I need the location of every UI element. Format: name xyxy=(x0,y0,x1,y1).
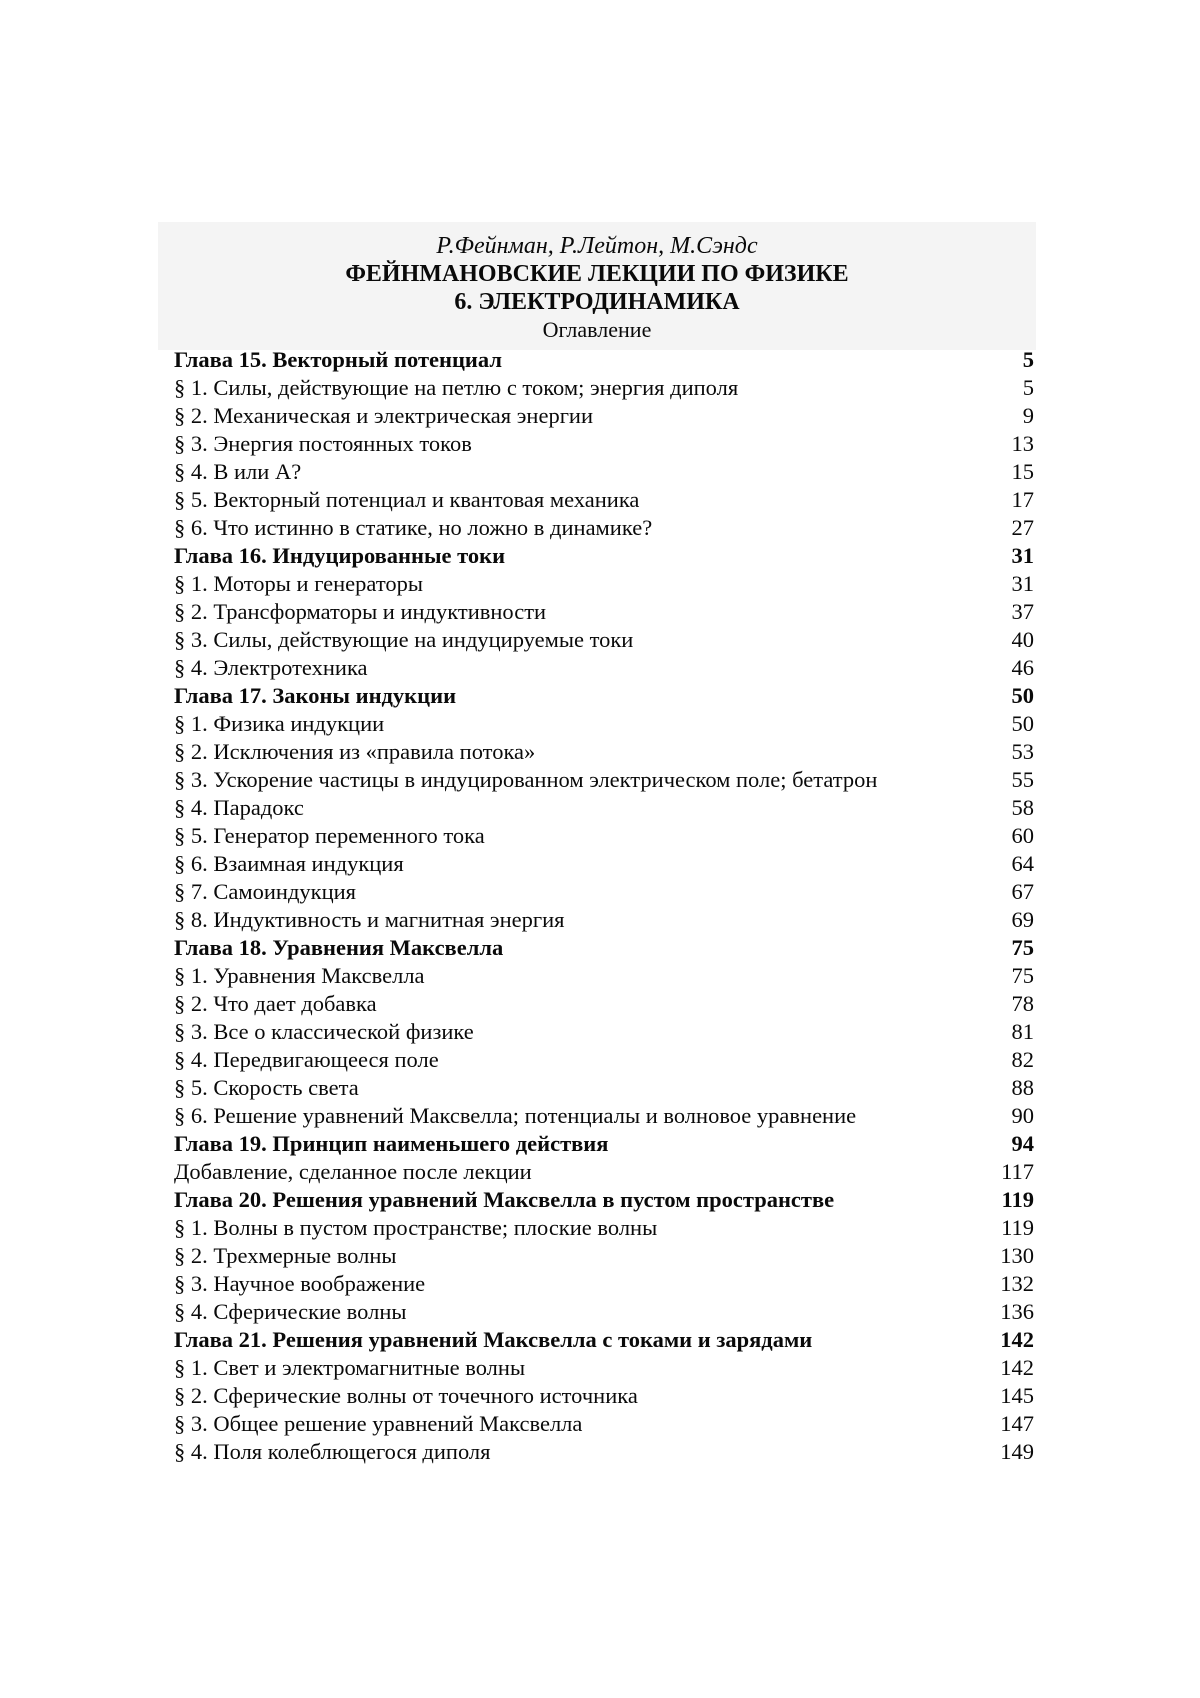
toc-section-entry xyxy=(174,794,1034,822)
toc-entry-title: § 4. Сферические волны xyxy=(174,1299,407,1324)
toc-entry-page-number: 46 xyxy=(1011,655,1034,680)
toc-section-entry xyxy=(174,654,1034,682)
toc-section-entry xyxy=(174,878,1034,906)
toc-entry-title: § 6. Взаимная индукция xyxy=(174,851,404,876)
toc-section-entry xyxy=(174,626,1034,654)
book-title: ФЕЙНМАНОВСКИЕ ЛЕКЦИИ ПО ФИЗИКЕ xyxy=(345,261,849,287)
toc-section-entry xyxy=(174,570,1034,598)
toc-section-entry xyxy=(174,1410,1034,1438)
toc-entry-title: § 3. Общее решение уравнений Максвелла xyxy=(174,1411,583,1436)
toc-entry-title: § 3. Энергия постоянных токов xyxy=(174,431,472,456)
toc-section-entry xyxy=(174,486,1034,514)
toc-section-entry xyxy=(174,1214,1034,1242)
toc-entry-page-number: 15 xyxy=(1011,459,1034,484)
toc-entry-title: § 3. Силы, действующие на индуцируемые токи xyxy=(174,627,634,652)
toc-entry-title: § 5. Генератор переменного тока xyxy=(174,823,485,848)
toc-entry-page-number: 117 xyxy=(1001,1159,1034,1184)
toc-entry-page-number: 67 xyxy=(1011,879,1034,904)
toc-section-entry xyxy=(174,1158,1034,1186)
toc-entry-page-number: 55 xyxy=(1011,767,1034,792)
toc-entry-title: § 1. Уравнения Максвелла xyxy=(174,963,425,988)
toc-entry-title: § 4. Передвигающееся поле xyxy=(174,1047,439,1072)
toc-entry-page-number: 69 xyxy=(1011,907,1034,932)
toc-entry-title: § 1. Физика индукции xyxy=(174,711,385,736)
toc-entry-page-number: 13 xyxy=(1011,431,1034,456)
toc-entry-title: Глава 16. Индуцированные токи xyxy=(174,543,506,568)
toc-section-entry xyxy=(174,1382,1034,1410)
toc-entry-title: § 5. Скорость света xyxy=(174,1075,359,1100)
toc-entry-page-number: 147 xyxy=(1000,1411,1034,1436)
toc-entry-page-number: 37 xyxy=(1011,599,1034,624)
toc-entry-page-number: 17 xyxy=(1011,487,1034,512)
toc-entry-page-number: 64 xyxy=(1011,851,1034,876)
volume-title: 6. ЭЛЕКТРОДИНАМИКА xyxy=(454,289,740,315)
toc-entry-page-number: 31 xyxy=(1011,543,1034,568)
toc-entry-page-number: 88 xyxy=(1011,1075,1034,1100)
toc-chapter-entry xyxy=(174,1130,1034,1158)
toc-entry-title: § 2. Трансформаторы и индуктивности xyxy=(174,599,547,624)
toc-section-entry xyxy=(174,1354,1034,1382)
toc-entry-page-number: 142 xyxy=(1000,1327,1034,1352)
toc-chapter-entry xyxy=(174,346,1034,374)
toc-entry-title: § 3. Научное воображение xyxy=(174,1271,426,1296)
toc-entry-page-number: 142 xyxy=(1000,1355,1034,1380)
toc-entry-page-number: 81 xyxy=(1011,1019,1034,1044)
toc-entry-title: § 3. Все о классической физике xyxy=(174,1019,474,1044)
toc-entry-title: § 3. Ускорение частицы в индуцированном электрическом поле; бетатрон xyxy=(174,767,878,792)
toc-section-entry xyxy=(174,430,1034,458)
toc-entry-title: § 4. Парадокс xyxy=(174,795,304,820)
toc-entry-page-number: 90 xyxy=(1011,1103,1034,1128)
toc-entry-page-number: 149 xyxy=(1000,1439,1034,1464)
toc-entry-page-number: 94 xyxy=(1011,1131,1034,1156)
toc-entry-page-number: 82 xyxy=(1011,1047,1034,1072)
toc-entry-title: § 4. Электротехника xyxy=(174,655,368,680)
toc-section-entry xyxy=(174,402,1034,430)
toc-entry-title: § 1. Свет и электромагнитные волны xyxy=(174,1355,526,1380)
toc-section-entry xyxy=(174,850,1034,878)
toc-entry-page-number: 31 xyxy=(1011,571,1034,596)
authors-line: Р.Фейнман, Р.Лейтон, М.Сэндс xyxy=(436,233,758,259)
toc-entry-page-number: 5 xyxy=(1022,347,1034,372)
toc-entry-page-number: 145 xyxy=(1000,1383,1034,1408)
toc-entry-title: § 1. Волны в пустом пространстве; плоские волны xyxy=(174,1215,658,1240)
toc-chapter-entry xyxy=(174,1186,1034,1214)
toc-entry-page-number: 5 xyxy=(1022,375,1034,400)
toc-section-entry xyxy=(174,1298,1034,1326)
toc-entry-page-number: 9 xyxy=(1022,403,1034,428)
toc-section-entry xyxy=(174,710,1034,738)
toc-section-entry xyxy=(174,458,1034,486)
toc-entry-title: Добавление, сделанное после лекции xyxy=(174,1159,532,1184)
toc-section-entry xyxy=(174,906,1034,934)
toc-entry-page-number: 78 xyxy=(1011,991,1034,1016)
toc-entry-title: Глава 18. Уравнения Максвелла xyxy=(174,935,504,960)
toc-entry-title: § 2. Механическая и электрическая энергии xyxy=(174,403,594,428)
toc-entry-title: Глава 19. Принцип наименьшего действия xyxy=(174,1131,609,1156)
toc-entry-title: § 6. Что истинно в статике, но ложно в динамике? xyxy=(174,515,653,540)
toc-entry-title: § 2. Что дает добавка xyxy=(174,991,377,1016)
toc-entry-title: § 6. Решение уравнений Максвелла; потенциалы и волновое уравнение xyxy=(174,1103,857,1128)
toc-entry-page-number: 40 xyxy=(1011,627,1034,652)
toc-entry-title: § 4. Поля колеблющегося диполя xyxy=(174,1439,491,1464)
toc-section-entry xyxy=(174,514,1034,542)
toc-section-entry xyxy=(174,1242,1034,1270)
toc-entry-title: Глава 20. Решения уравнений Максвелла в пустом пространстве xyxy=(174,1187,835,1212)
toc-section-entry xyxy=(174,374,1034,402)
toc-entry-page-number: 136 xyxy=(1000,1299,1034,1324)
toc-chapter-entry xyxy=(174,1326,1034,1354)
toc-section-entry xyxy=(174,1018,1034,1046)
toc-entry-page-number: 119 xyxy=(1001,1215,1034,1240)
toc-entry-page-number: 60 xyxy=(1011,823,1034,848)
toc-entry-page-number: 75 xyxy=(1011,963,1034,988)
toc-section-entry xyxy=(174,1270,1034,1298)
document-header xyxy=(158,232,1036,344)
toc-heading: Оглавление xyxy=(542,317,652,342)
toc-entry-title: Глава 15. Векторный потенциал xyxy=(174,347,502,372)
toc-entry-page-number: 75 xyxy=(1011,935,1034,960)
toc-entry-page-number: 58 xyxy=(1011,795,1034,820)
table-of-contents xyxy=(174,346,1034,1466)
toc-entry-page-number: 119 xyxy=(1001,1187,1034,1212)
toc-section-entry xyxy=(174,822,1034,850)
toc-section-entry xyxy=(174,1046,1034,1074)
toc-section-entry xyxy=(174,766,1034,794)
toc-entry-title: § 7. Самоиндукция xyxy=(174,879,356,904)
toc-entry-title: § 5. Векторный потенциал и квантовая механика xyxy=(174,487,640,512)
toc-entry-page-number: 50 xyxy=(1011,711,1034,736)
toc-entry-title: § 1. Силы, действующие на петлю с током; энергия диполя xyxy=(174,375,739,400)
toc-section-entry xyxy=(174,738,1034,766)
toc-entry-page-number: 53 xyxy=(1011,739,1034,764)
toc-section-entry xyxy=(174,598,1034,626)
toc-chapter-entry xyxy=(174,682,1034,710)
toc-entry-title: § 4. В или А? xyxy=(174,459,302,484)
toc-entry-title: Глава 17. Законы индукции xyxy=(174,683,457,708)
toc-section-entry xyxy=(174,1438,1034,1466)
toc-section-entry xyxy=(174,1102,1034,1130)
toc-chapter-entry xyxy=(174,934,1034,962)
toc-entry-title: § 2. Исключения из «правила потока» xyxy=(174,739,536,764)
toc-entry-title: § 8. Индуктивность и магнитная энергия xyxy=(174,907,565,932)
toc-entry-title: § 2. Сферические волны от точечного источника xyxy=(174,1383,638,1408)
toc-chapter-entry xyxy=(174,542,1034,570)
toc-section-entry xyxy=(174,962,1034,990)
toc-entry-title: § 2. Трехмерные волны xyxy=(174,1243,397,1268)
toc-entry-page-number: 50 xyxy=(1011,683,1034,708)
toc-entry-title: Глава 21. Решения уравнений Максвелла с токами и зарядами xyxy=(174,1327,813,1352)
toc-entry-page-number: 132 xyxy=(1000,1271,1034,1296)
toc-entry-title: § 1. Моторы и генераторы xyxy=(174,571,423,596)
toc-section-entry xyxy=(174,990,1034,1018)
toc-entry-page-number: 130 xyxy=(1000,1243,1034,1268)
toc-entry-page-number: 27 xyxy=(1011,515,1034,540)
toc-section-entry xyxy=(174,1074,1034,1102)
